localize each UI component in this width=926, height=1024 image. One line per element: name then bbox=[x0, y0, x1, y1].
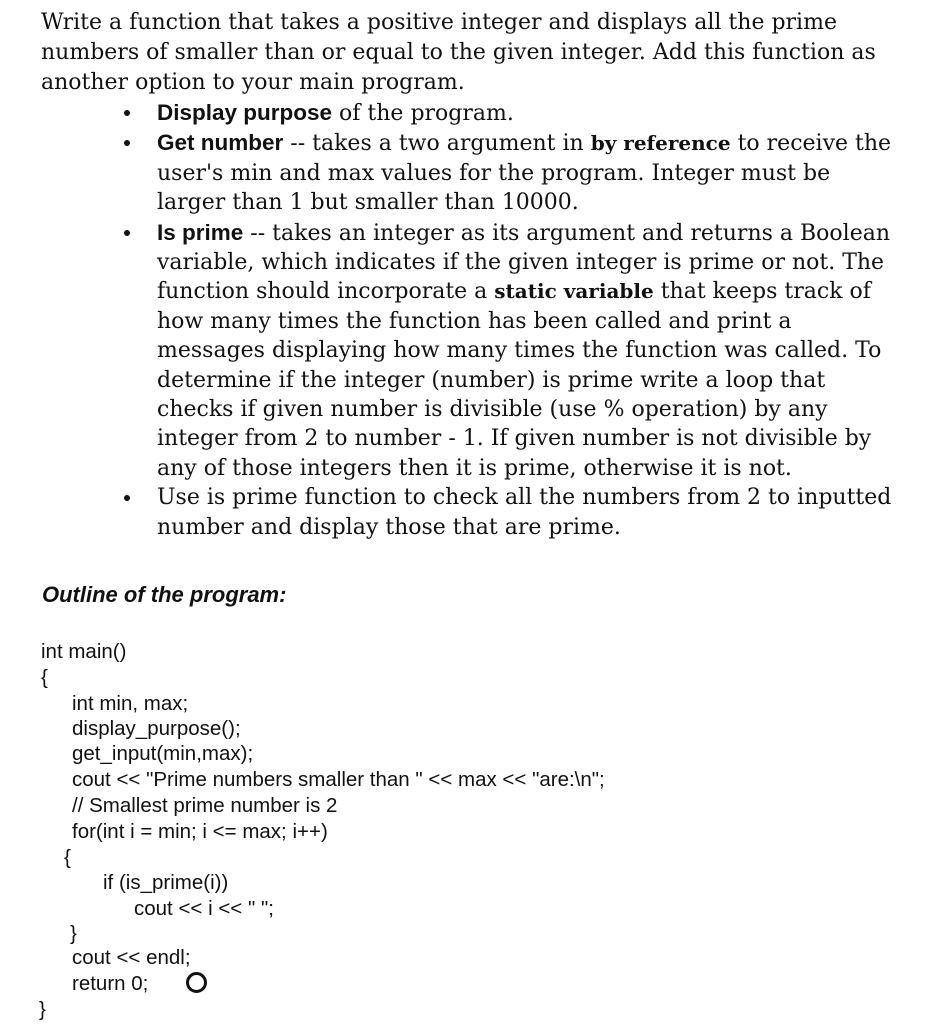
bullet-lead: Display purpose bbox=[157, 100, 333, 125]
code-line: get_input(min,max); bbox=[72, 742, 254, 765]
bullet-text: Use is prime function to check all the numbers from 2 to inputted number and display those that are prime. bbox=[157, 485, 892, 540]
code-line: return 0; bbox=[72, 972, 149, 995]
code-line: int min, max; bbox=[72, 692, 189, 715]
code-line: } bbox=[39, 998, 46, 1021]
intro-paragraph: Write a function that takes a positive integer and displays all the prime numbers of smaller than or equal to the given integer. Add this function as another option to your main program. bbox=[41, 10, 876, 95]
bullet-text: that keeps track of how many times the function has been called and print a messages displaying how many times the function was called. To determine if the integer (number) is prime write a loop that checks if given number is divisible (use % operation) by any integer from 2 to number - 1. If given number is not divisible by any of those integers then it is prime, otherwise it is not. bbox=[157, 279, 882, 481]
code-line: display_purpose(); bbox=[72, 717, 241, 740]
code-line: cout << i << " "; bbox=[134, 897, 274, 920]
code-line: // Smallest prime number is 2 bbox=[72, 794, 338, 817]
code-line: if (is_prime(i)) bbox=[103, 871, 229, 894]
bullet-lead: Is prime bbox=[157, 219, 244, 245]
code-line: } bbox=[70, 922, 77, 945]
bullet-text: -- takes a two argument in bbox=[283, 131, 591, 157]
bullet-emphasis: static variable bbox=[494, 279, 654, 304]
bullet-text: to receive the user's min and max values for the program. Integer must be larger than 1 but smaller than 10000. bbox=[157, 131, 892, 216]
code-line: cout << endl; bbox=[72, 946, 191, 969]
bullet-text: of the program. bbox=[332, 101, 514, 126]
outline-heading: Outline of the program: bbox=[42, 582, 287, 607]
code-line: int main() bbox=[41, 640, 127, 663]
bullet-lead: Get number bbox=[157, 130, 284, 156]
code-line: for(int i = min; i <= max; i++) bbox=[72, 820, 328, 843]
code-line: { bbox=[64, 846, 71, 869]
code-line: { bbox=[41, 666, 48, 689]
code-line: cout << "Prime numbers smaller than " << max << "are:\n"; bbox=[72, 768, 605, 791]
bullet-text: -- takes an integer as its argument and returns a Boolean variable, which indicates if the given integer is prime or not. The function should incorporate a bbox=[157, 220, 891, 305]
circle-annotation-icon bbox=[186, 972, 207, 993]
bullet-emphasis: by reference bbox=[590, 131, 731, 156]
